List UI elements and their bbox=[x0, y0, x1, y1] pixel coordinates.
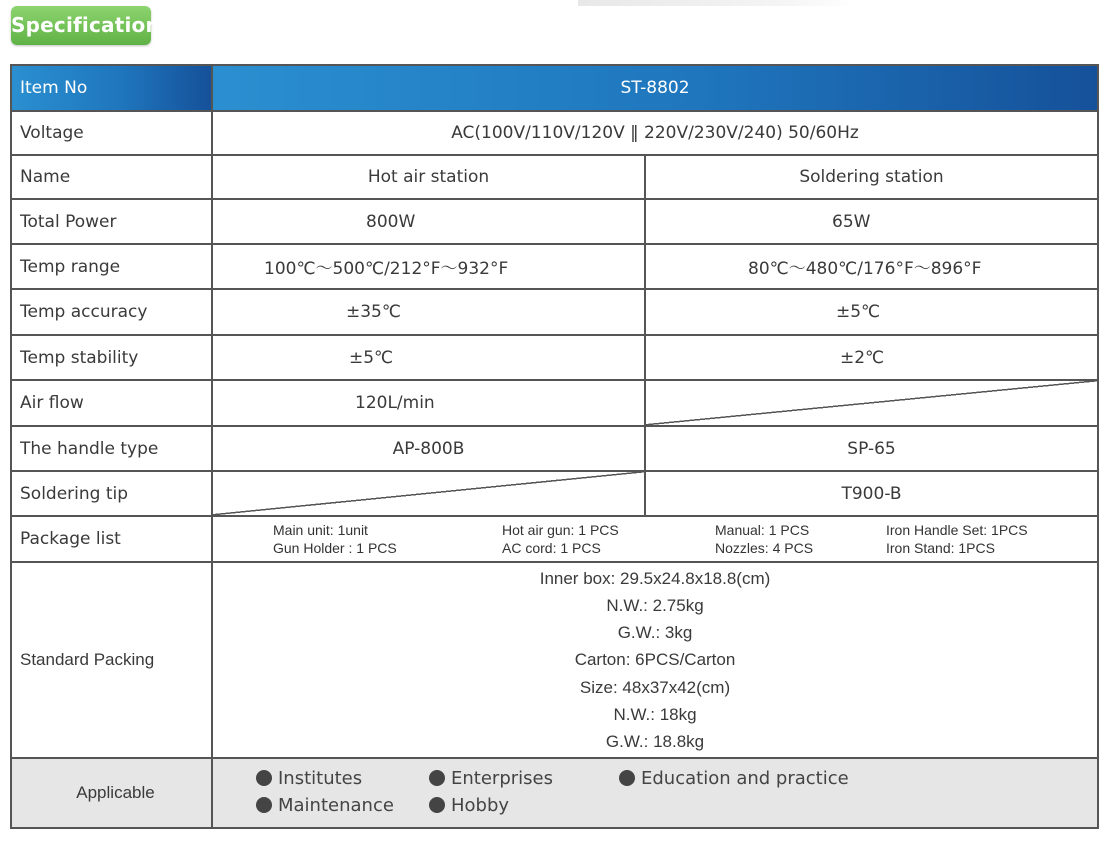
applicable-item bbox=[429, 795, 509, 816]
air-flow-label: Air flow bbox=[11, 380, 212, 426]
voltage-value: AC(100V/110V/120V ‖ 220V/230V/240) 50/60Hz bbox=[212, 111, 1098, 155]
packing-line: G.W.: 18.8kg bbox=[605, 732, 705, 751]
soldering-tip-soldering: T900-B bbox=[645, 471, 1098, 516]
packing-line: N.W.: 2.75kg bbox=[606, 595, 704, 615]
package-item: Main unit: 1unit bbox=[273, 522, 368, 538]
package-item: Hot air gun: 1 PCS bbox=[502, 522, 619, 538]
temp-accuracy-soldering: ±5℃ bbox=[645, 289, 1098, 335]
temp-stability-label: Temp stability bbox=[11, 335, 212, 380]
applicable-item-label: Education and practice bbox=[641, 768, 849, 789]
temp-range-soldering: 80℃～480℃/176°F～896°F bbox=[645, 244, 1098, 289]
bullet-icon bbox=[256, 797, 272, 813]
row-temp-range bbox=[11, 244, 1098, 289]
applicable-item-label: Hobby bbox=[451, 795, 510, 816]
bullet-icon bbox=[429, 797, 445, 813]
applicable-item bbox=[256, 768, 362, 789]
packing-line: G.W.: 3kg bbox=[617, 623, 693, 643]
air-flow-soldering-empty bbox=[645, 380, 1098, 426]
name-soldering: Soldering station bbox=[645, 155, 1098, 199]
package-item: Iron Stand: 1PCS bbox=[886, 540, 995, 556]
row-handle-type bbox=[11, 426, 1098, 471]
handle-type-soldering: SP-65 bbox=[645, 426, 1098, 471]
temp-range-hot-air: 100℃～500℃/212°F～932°F bbox=[212, 244, 645, 289]
air-flow-hot-air: 120L/min bbox=[212, 380, 645, 426]
package-item: Manual: 1 PCS bbox=[715, 522, 810, 538]
applicable-item bbox=[619, 768, 849, 789]
package-item: Iron Handle Set: 1PCS bbox=[886, 522, 1028, 538]
item-no-value: ST-8802 bbox=[212, 65, 1098, 111]
temp-range-label: Temp range bbox=[11, 244, 212, 289]
handle-type-hot-air: AP-800B bbox=[212, 426, 645, 471]
bullet-icon bbox=[619, 770, 635, 786]
applicable-item-label: Institutes bbox=[278, 768, 363, 789]
applicable-item bbox=[429, 768, 553, 789]
soldering-tip-label: Soldering tip bbox=[11, 471, 212, 516]
bullet-icon bbox=[429, 770, 445, 786]
item-no-label: Item No bbox=[11, 65, 212, 111]
package-item: AC cord: 1 PCS bbox=[502, 540, 601, 556]
package-item: Gun Holder : 1 PCS bbox=[273, 540, 397, 556]
row-name bbox=[11, 155, 1098, 199]
temp-stability-hot-air: ±5℃ bbox=[212, 335, 645, 380]
name-hot-air: Hot air station bbox=[212, 155, 645, 199]
row-applicable bbox=[11, 758, 1098, 828]
standard-packing-label: Standard Packing bbox=[11, 562, 212, 758]
row-voltage bbox=[11, 111, 1098, 155]
spec-table bbox=[10, 64, 1099, 829]
section-title-badge: Specification: bbox=[11, 6, 151, 45]
applicable-label: Applicable bbox=[11, 758, 212, 828]
standard-packing-details bbox=[212, 562, 1098, 758]
temp-stability-soldering: ±2℃ bbox=[645, 335, 1098, 380]
total-power-hot-air: 800W bbox=[212, 199, 645, 244]
row-standard-packing bbox=[11, 562, 1098, 758]
applicable-item-label: Enterprises bbox=[451, 768, 553, 789]
handle-type-label: The handle type bbox=[11, 426, 212, 471]
soldering-tip-hot-air-empty bbox=[212, 471, 645, 516]
row-temp-accuracy bbox=[11, 289, 1098, 335]
temp-accuracy-hot-air: ±35℃ bbox=[212, 289, 645, 335]
total-power-soldering: 65W bbox=[645, 199, 1098, 244]
package-item: Nozzles: 4 PCS bbox=[715, 540, 814, 556]
temp-accuracy-label: Temp accuracy bbox=[11, 289, 212, 335]
packing-line: Carton: 6PCS/Carton bbox=[574, 650, 736, 670]
name-label: Name bbox=[11, 155, 212, 199]
packing-line: Size: 48x37x42(cm) bbox=[579, 677, 731, 697]
row-total-power bbox=[11, 199, 1098, 244]
row-package-list bbox=[11, 516, 1098, 562]
applicable-cell bbox=[212, 758, 1098, 828]
applicable-item bbox=[256, 795, 394, 816]
total-power-label: Total Power bbox=[11, 199, 212, 244]
row-temp-stability bbox=[11, 335, 1098, 380]
bullet-icon bbox=[256, 770, 272, 786]
top-decor-bar bbox=[578, 0, 858, 6]
voltage-label: Voltage bbox=[11, 111, 212, 155]
packing-line: Inner box: 29.5x24.8x18.8(cm) bbox=[539, 568, 771, 588]
row-item-no bbox=[11, 65, 1098, 111]
packing-line: N.W.: 18kg bbox=[613, 704, 697, 724]
package-list-cell bbox=[212, 516, 1098, 562]
applicable-item-label: Maintenance bbox=[278, 795, 394, 816]
package-list-label: Package list bbox=[11, 516, 212, 562]
row-soldering-tip bbox=[11, 471, 1098, 516]
row-air-flow bbox=[11, 380, 1098, 426]
